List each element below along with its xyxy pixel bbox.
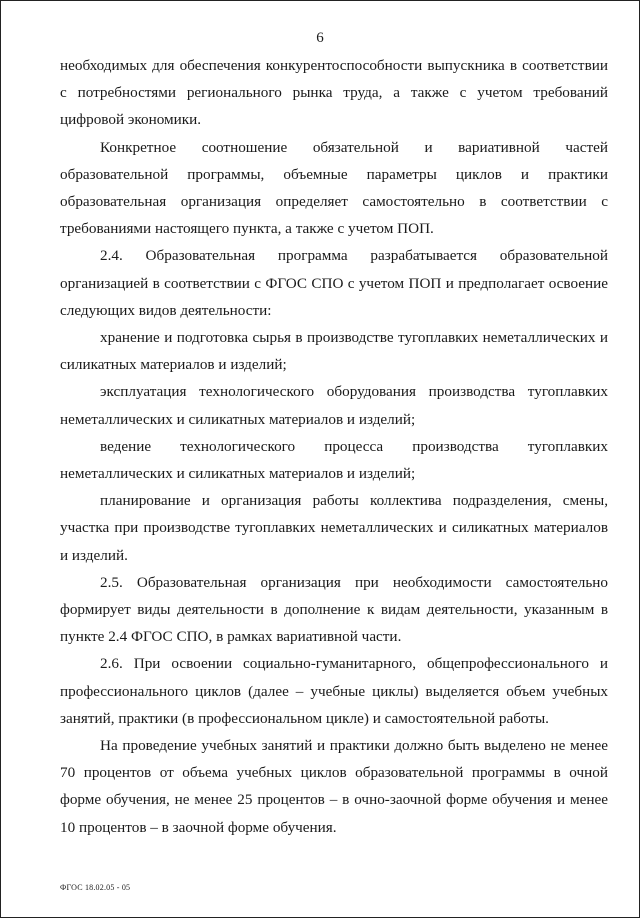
paragraph: Конкретное соотношение обязательной и вариативной частей образовательной программы, объемные параметры циклов и практики образовательная организация определяет самостоятельно в соответствии с требованиями настоящего пункта, а также с учетом ПОП.: [60, 138, 608, 238]
list-item: планирование и организация работы коллектива подразделения, смены, участка при производстве тугоплавких неметаллических и силикатных материалов и изделий.: [60, 492, 608, 564]
document-body: [60, 52, 608, 841]
paragraph: 2.5. Образовательная организация при необходимости самостоятельно формирует виды деятельности в дополнение к видам деятельности, указанным в пункте 2.4 ФГОС СПО, в рамках вариативной части.: [60, 573, 608, 646]
paragraph: 2.4. Образовательная программа разрабатывается образовательной организацией в соответствии с ФГОС СПО с учетом ПОП и предполагает освоение следующих видов деятельности:: [60, 247, 608, 319]
paragraph: 2.6. При освоении социально-гуманитарного, общепрофессионального и профессионального циклов (далее – учебные циклы) выделяется объем учебных занятий, практики (в профессиональном цикле) и самостоятельной работы.: [60, 655, 608, 727]
page-number: 6: [316, 30, 324, 46]
list-item: хранение и подготовка сырья в производстве тугоплавких неметаллических и силикатных материалов и изделий;: [60, 329, 608, 374]
footer-code: ФГОС 18.02.05 - 05: [60, 883, 131, 892]
list-item: ведение технологического процесса производства тугоплавких неметаллических и силикатных материалов и изделий;: [60, 437, 608, 483]
paragraph: необходимых для обеспечения конкурентоспособности выпускника в соответствии с потребностями регионального рынка труда, а также с учетом требований цифровой экономики.: [60, 57, 608, 129]
paragraph: На проведение учебных занятий и практики должно быть выделено не менее 70 процентов от объема учебных циклов образовательной программы в очной форме обучения, не менее 25 процентов – в очно-заочной форме обучения и менее 10 процентов – в заочной форме обучения.: [60, 737, 608, 836]
list-item: эксплуатация технологического оборудования производства тугоплавких неметаллических и силикатных материалов и изделий;: [60, 383, 608, 428]
